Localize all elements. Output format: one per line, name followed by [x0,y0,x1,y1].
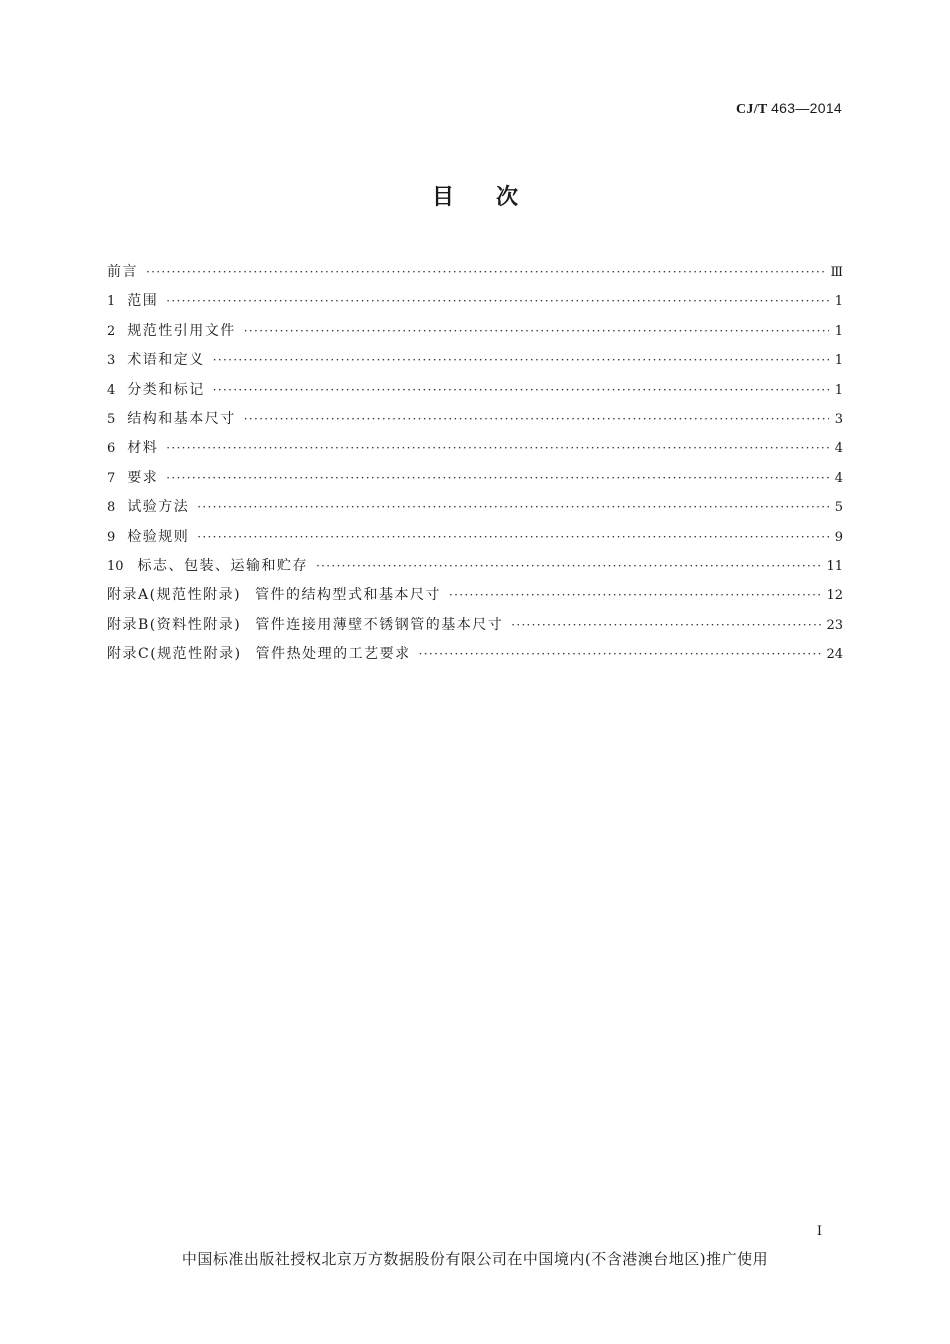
toc-entry[interactable] [107,434,843,463]
toc-leader-dots [419,640,823,669]
toc-entry-label [127,464,158,493]
toc-entry-label [107,258,138,287]
toc-entry[interactable] [107,346,843,375]
toc-entry-label [127,523,189,552]
toc-entry-page: 9 [834,529,843,545]
toc-entry-number: 5 [107,411,116,427]
toc-entry-number: 2 [107,323,116,339]
page-title: 目次 [431,185,560,210]
toc-leader-dots [146,258,826,287]
toc-entry[interactable] [107,405,843,434]
toc-entry-label [127,317,236,346]
toc-entry-label [107,611,503,640]
toc-entry-label [127,434,158,463]
toc-entry-subtitle: 管件的结构型式和基本尺寸 [255,587,442,604]
toc-leader-dots [197,523,829,552]
toc-entry-page: 1 [834,323,843,339]
toc-entry[interactable] [107,317,843,346]
toc-entry-number: 1 [107,294,116,310]
toc-entry-title: 附录C(规范性附录) [107,646,242,663]
toc-leader-dots [244,405,829,434]
toc-entry-title: 材料 [127,440,159,457]
toc-entry-page: 3 [834,411,843,427]
toc-entry-page: 23 [826,617,843,633]
toc-entry-title: 前言 [107,264,138,280]
toc-entry[interactable] [107,287,843,316]
toc-leader-dots [213,376,829,405]
toc-leader-dots [316,552,822,581]
toc-entry[interactable] [107,640,843,669]
standard-code [736,100,842,118]
toc-entry-number: 4 [107,382,116,398]
toc-entry[interactable] [107,258,843,287]
toc-entry[interactable] [107,552,843,581]
toc-entry[interactable] [107,611,843,640]
toc-entry-page: 1 [834,353,843,369]
toc-entry-label [138,552,309,581]
toc-leader-dots [511,611,822,640]
toc-leader-dots [166,434,829,463]
toc-entry-title: 术语和定义 [127,352,205,369]
toc-entry-page: 24 [826,647,843,663]
distribution-notice: 中国标准出版社授权北京万方数据股份有限公司在中国境内(不含港澳台地区)推广使用 [181,1250,769,1268]
toc-entry-number: 9 [107,529,116,545]
toc-entry-title: 要求 [127,469,159,486]
toc-entry-label [127,405,236,434]
toc-entry-number: 8 [107,500,116,516]
toc-entry-title: 试验方法 [127,499,190,516]
toc-entry[interactable] [107,581,843,610]
toc-entry-number: 7 [107,470,116,486]
table-of-contents [107,258,843,669]
page-number: I [816,1224,822,1239]
toc-entry-title: 附录A(规范性附录) [107,587,242,604]
toc-leader-dots [166,464,829,493]
toc-entry-page: 1 [834,294,843,310]
toc-entry-subtitle: 管件热处理的工艺要求 [255,646,411,663]
toc-entry-label [127,493,189,522]
toc-leader-dots [166,287,829,316]
toc-entry[interactable] [107,523,843,552]
standard-code-number: 463—2014 [771,100,842,116]
toc-entry[interactable] [107,493,843,522]
standard-code-prefix: CJ/T [735,102,768,117]
toc-entry-title: 附录B(资料性附录) [107,616,242,633]
toc-entry-subtitle: 管件连接用薄壁不锈钢管的基本尺寸 [255,616,504,633]
toc-entry-page: Ⅲ [830,265,843,280]
toc-entry-number: 6 [107,441,116,457]
toc-entry[interactable] [107,464,843,493]
toc-entry-title: 范围 [127,293,159,310]
toc-leader-dots [244,317,829,346]
toc-leader-dots [449,581,822,610]
toc-entry-title: 结构和基本尺寸 [127,410,236,427]
toc-entry-title: 分类和标记 [127,381,205,398]
toc-entry-page: 4 [834,470,843,486]
toc-entry-label [127,346,205,375]
toc-entry-number: 10 [107,558,124,574]
toc-entry-page: 4 [834,441,843,457]
toc-entry-label [107,640,411,669]
toc-entry-label [107,581,441,610]
toc-entry-label [127,376,205,405]
toc-entry-title: 规范性引用文件 [127,322,236,339]
toc-entry[interactable] [107,376,843,405]
toc-entry-page: 12 [826,588,843,604]
toc-leader-dots [197,493,829,522]
toc-entry-page: 1 [834,382,843,398]
toc-entry-title: 检验规则 [127,528,190,545]
toc-entry-page: 11 [826,558,843,574]
toc-entry-title: 标志、包装、运输和贮存 [137,557,309,574]
toc-entry-number: 3 [107,353,116,369]
toc-entry-label [127,287,158,316]
toc-entry-page: 5 [834,500,843,516]
toc-leader-dots [213,346,829,375]
